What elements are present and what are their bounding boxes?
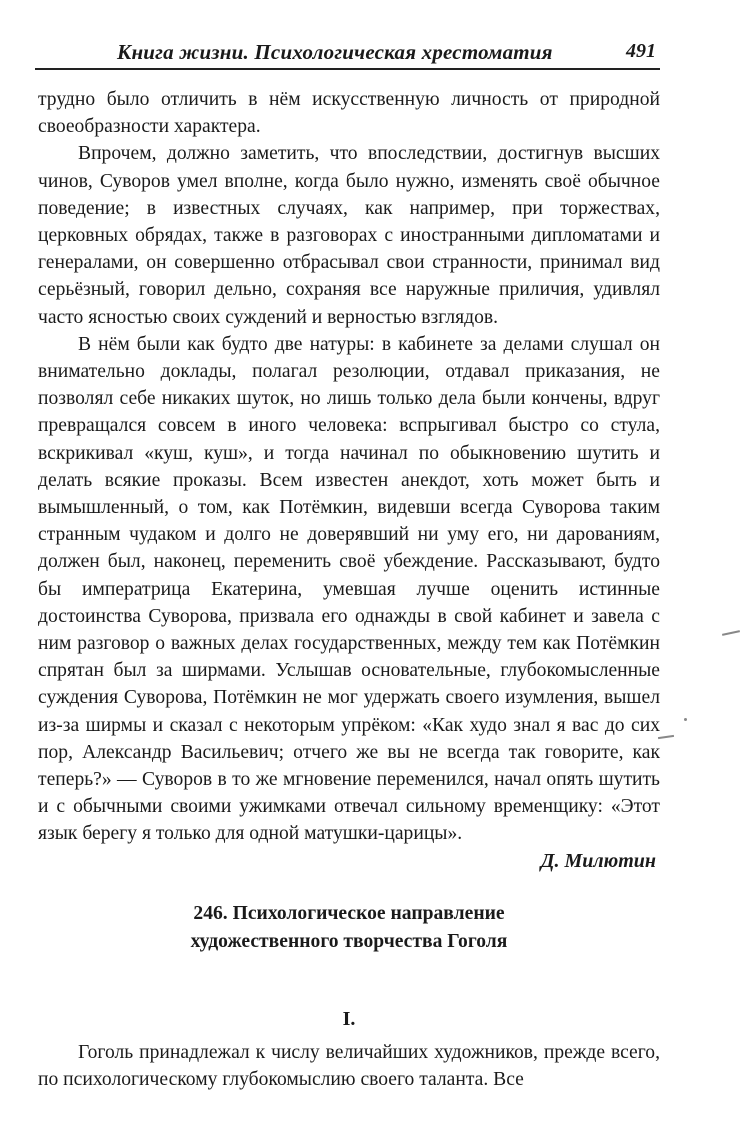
page-header xyxy=(35,36,660,70)
chapter-section xyxy=(38,900,660,1093)
page-number: 491 xyxy=(626,40,656,62)
scan-mark-3 xyxy=(658,735,674,739)
main-text xyxy=(38,86,660,875)
running-title: Книга жизни. Психологическая хрестоматия xyxy=(117,40,553,64)
paragraph-1: трудно было отличить в нём искусственную личность от природной своеобразности характера. xyxy=(38,89,660,138)
paragraph-2: Впрочем, должно заметить, что впоследствии, достигнув высших чинов, Суворов умел вполне, когда было нужно, изменять своё обычное поведение; в известных случаях, как например, при торжествах, церковных обрядах, также в разговорах с иностранными дипломатами и генералами, он совершенно отбрасывал свои странности, принимал вид серьёзный, говорил дельно, сохраняя все наружные приличия, удивлял часто ясностью своих суждений и верностью взглядов. xyxy=(38,143,660,328)
author-signature: Д. Милютин xyxy=(540,849,656,872)
section-paragraph: Гоголь принадлежал к числу величайших художников, прежде всего, по психологическому глубокомыслию своего таланта. Все xyxy=(38,1042,660,1091)
paragraph-3: В нём были как будто две натуры: в кабинете за делами слушал он внимательно доклады, полагал резолюции, отдавал приказания, не позволял себе никаких шуток, но лишь только дела были кончены, вдруг превращался совсем в иного человека: вспрыгивал быстро со стула, вскрикивал «куш, куш», и тогда начинал по обыкновению шутить и делать всякие проказы. Всем известен анекдот, хоть может быть и вымышленный, о том, как Потёмкин, видевши всегда Суворова таким странным чудаком и долго не доверявший ни уму его, ни дарованиям, должен был, наконец, переменить своё убеждение. Рассказывают, будто бы императрица Екатерина, умевшая лучше оценить истинные достоинства Суворова, призвала его однажды в свой кабинет и завела с ним разговор о важных делах государственных, между тем как Потёмкин спрятан был за ширмами. Услышав основательные, глубокомысленные суждения Суворова, Потёмкин не мог удержать своего изумления, вышел из-за ширмы и сказал с некоторым упрёком: «Как худо знал я вас до сих пор, Александр Васильевич; отчего же вы не всегда так говорите, как теперь?» — Суворов в то же мгновение переменился, начал опять шутить и с обычными своими ужимками отвечал сильному временщику: «Этот язык берегу я только для одной матушки-царицы». xyxy=(38,333,660,845)
section-number: I. xyxy=(342,1008,356,1030)
section-title-line-1: 246. Психологическое направление xyxy=(193,903,505,924)
scan-mark-2 xyxy=(684,718,687,721)
section-title-line-2: художественного творчества Гоголя xyxy=(190,931,508,952)
scan-mark-1 xyxy=(722,630,740,636)
